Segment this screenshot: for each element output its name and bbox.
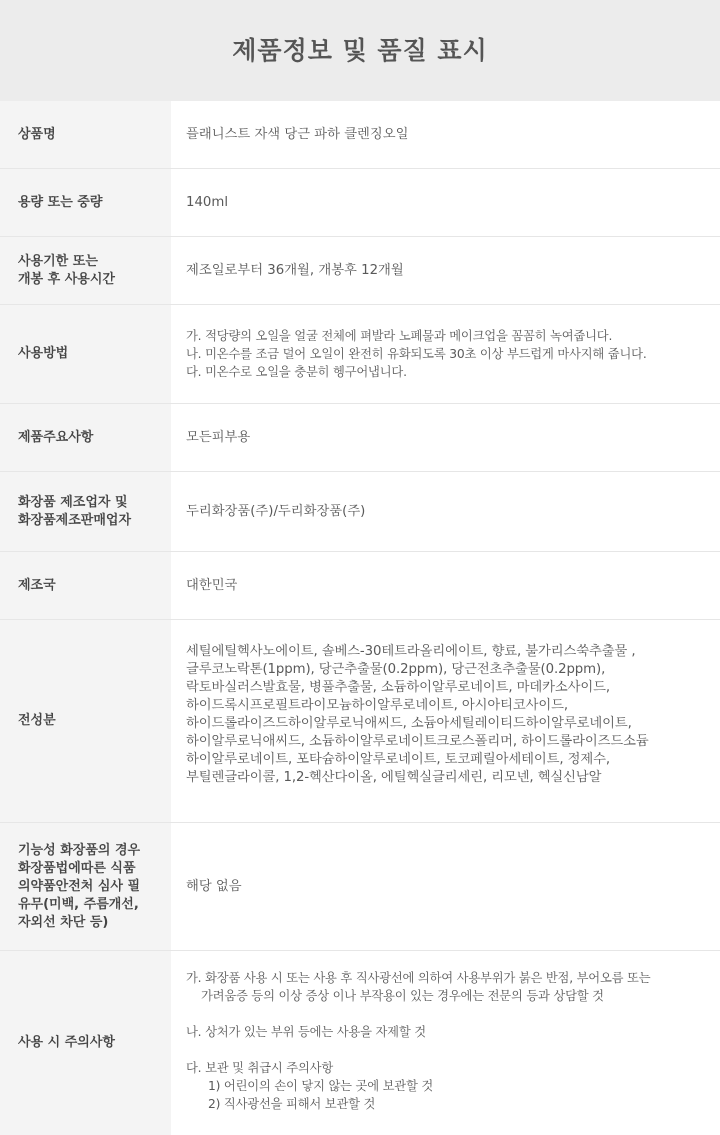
page-header (0, 0, 720, 101)
row-usage (0, 305, 720, 404)
row-label: 용량 또는 중량 (0, 169, 171, 236)
row-value: 두리화장품(주)/두리화장품(주) (186, 503, 366, 519)
row-functional (0, 823, 720, 951)
row-value: 가. 적당량의 오일을 얼굴 전체에 펴발라 노폐물과 메이크업을 꼼꼼히 녹여줍니다. 나. 미온수를 조금 덜어 오일이 완전히 유화되도록 30초 이상 부드럽게 마사지해 줍니다. 다. 미온수로 오일을 충분히 헹구어냅니다. (186, 329, 647, 379)
row-label: 기능성 화장품의 경우 화장품법에따른 식품 의약품안전처 심사 필 유무(미백, 주름개선, 자외선 차단 등) (0, 823, 171, 950)
row-label: 제품주요사항 (0, 404, 171, 471)
row-value: 해당 없음 (186, 878, 242, 894)
row-value: 제조일로부터 36개월, 개봉후 12개월 (186, 262, 404, 278)
row-value: 대한민국 (186, 577, 238, 593)
row-label: 상품명 (0, 101, 171, 168)
row-value: 가. 화장품 사용 시 또는 사용 후 직사광선에 의하여 사용부위가 붉은 반점, 부어오름 또는 가려움증 등의 이상 증상 이나 부작용이 있는 경우에는 전문의 등과 상담할 것 나. 상처가 있는 부위 등에는 사용을 자제할 것 다. 보관 및 취급시 주의사항 1) 어린이의 손이 닿지 않는 곳에 보관할 것 2) 직사광선을 피해서 보관할 것 (186, 971, 651, 1111)
row-value: 플래니스트 자색 당근 파하 클렌징오일 (186, 126, 409, 142)
product-info-table (0, 101, 720, 1135)
row-manufacturer (0, 472, 720, 552)
row-product-name (0, 101, 720, 169)
row-country (0, 552, 720, 620)
row-label: 사용 시 주의사항 (0, 951, 171, 1135)
row-ingredients (0, 620, 720, 823)
row-value: 세틸에틸헥사노에이트, 솔베스-30테트라올리에이트, 향료, 불가리스쑥추출물 , 글루코노락톤(1ppm), 당근추출물(0.2ppm), 당근전초추출물(0.2ppm), 락토바실러스발효물, 병풀추출물, 소듐하이알루로네이트, 마데카소사이드, 하이드록시프로필트라이모늄하이알루로네이트, 아시아티코사이드, 하이드롤라이즈드하이알루로닉애씨드, 소듐아세틸레이티드하이알루로네이트, 하이알루로닉애씨드, 소듐하이알루로네이트크로스폴리머, 하이드롤라이즈드소듐 하이알루로네이트, 포타슘하이알루로네이트, 토코페릴아세테이트, 정제수, 부틸렌글라이콜, 1,2-헥산다이올, 에틸헥실글리세린, 리모넨, 헥실신남알 (186, 644, 649, 785)
row-label: 사용방법 (0, 305, 171, 403)
row-volume (0, 169, 720, 237)
row-value: 모든피부용 (186, 429, 251, 445)
row-expiry (0, 237, 720, 305)
page-title: 제품정보 및 품질 표시 (232, 35, 488, 65)
row-label: 사용기한 또는 개봉 후 사용시간 (0, 237, 171, 304)
row-label: 제조국 (0, 552, 171, 619)
row-label: 화장품 제조업자 및 화장품제조판매업자 (0, 472, 171, 551)
row-value: 140ml (186, 194, 229, 210)
row-caution (0, 951, 720, 1135)
row-main-spec (0, 404, 720, 472)
row-label: 전성분 (0, 620, 171, 822)
